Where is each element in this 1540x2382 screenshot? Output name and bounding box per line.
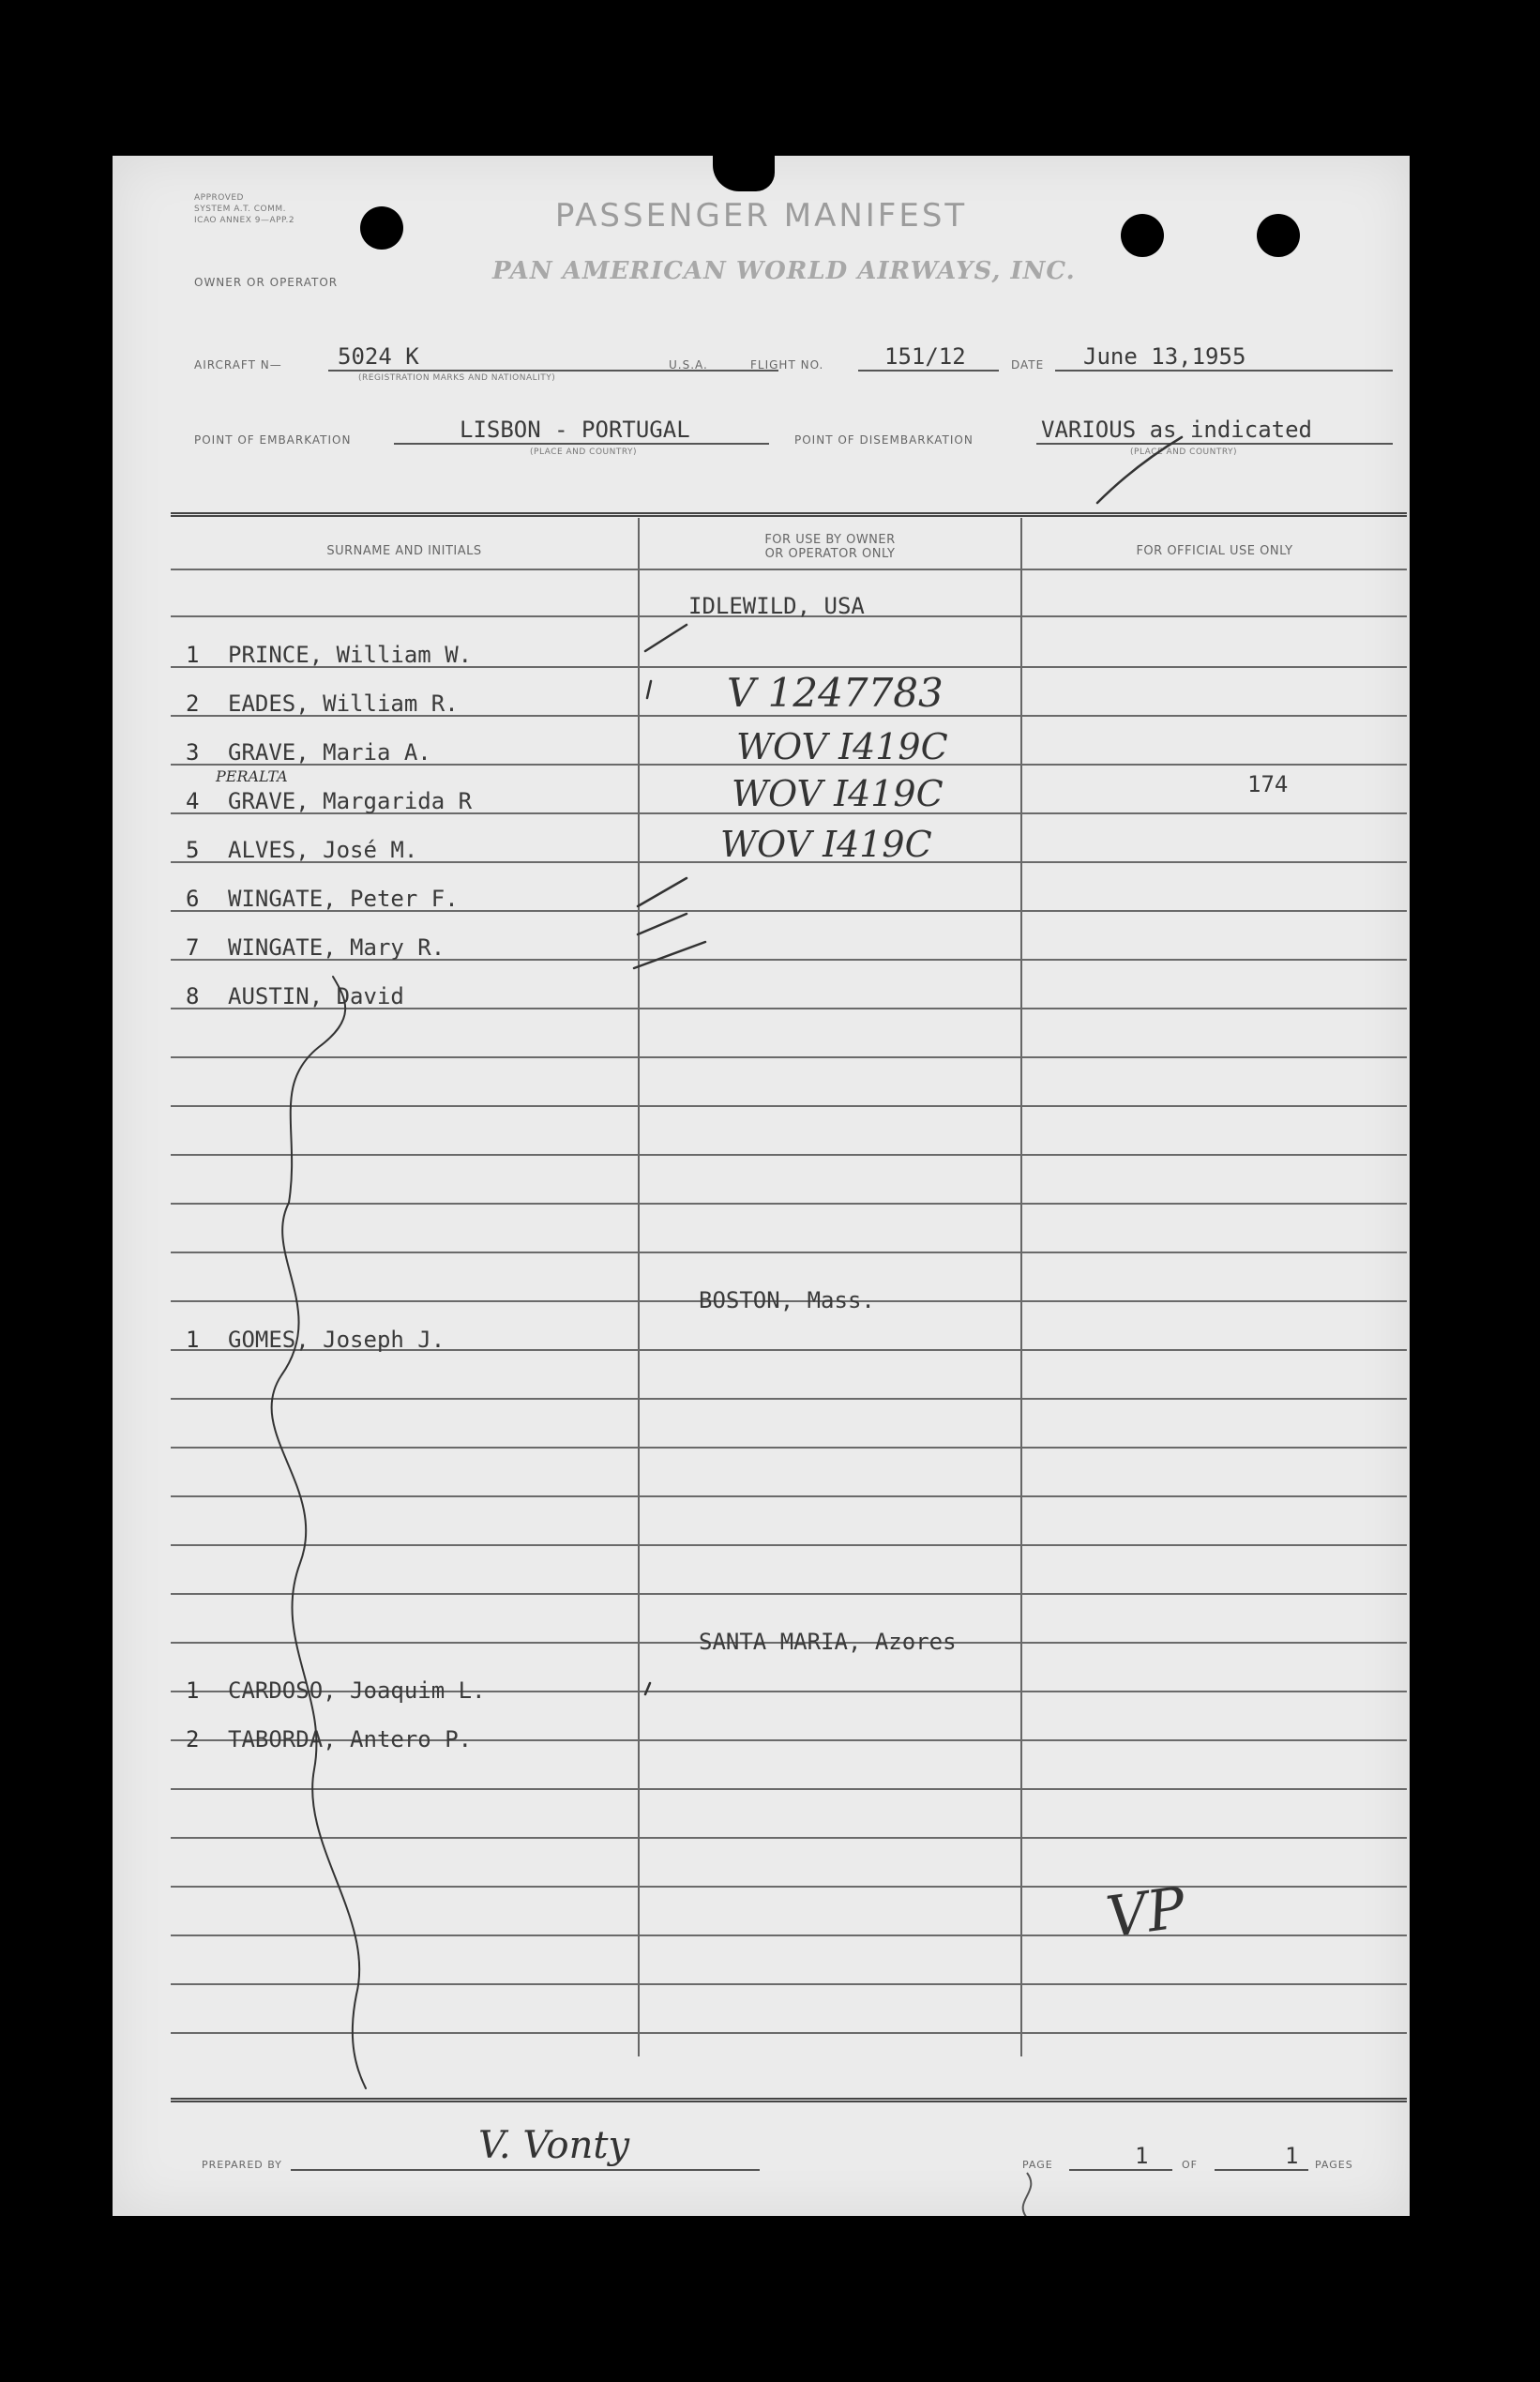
passenger-number: 5 xyxy=(186,837,200,863)
page-value: 1 xyxy=(1135,2143,1149,2169)
destination-label: SANTA MARIA, Azores xyxy=(699,1629,957,1655)
passenger-number: 1 xyxy=(186,642,200,668)
pen-marks xyxy=(113,156,1410,2216)
passenger-number: 6 xyxy=(186,886,200,912)
aircraft-label: AIRCRAFT N— xyxy=(194,358,282,372)
of-underline xyxy=(1215,2169,1308,2171)
operator-note: V 1247783 xyxy=(727,670,944,716)
flight-label: FLIGHT NO. xyxy=(750,358,824,372)
passenger-name: GOMES, Joseph J. xyxy=(228,1327,445,1353)
operator-note: WOV I419C xyxy=(720,824,932,865)
passenger-number: 2 xyxy=(186,690,200,717)
of-label: OF xyxy=(1182,2159,1198,2171)
passenger-name: CARDOSO, Joaquim L. xyxy=(228,1677,486,1704)
form-title: PASSENGER MANIFEST xyxy=(554,197,968,235)
operator-note: WOV I419C xyxy=(736,726,948,767)
disembark-label: POINT OF DISEMBARKATION xyxy=(794,433,974,447)
passenger-name: AUSTIN, David xyxy=(228,983,404,1009)
place-note: (PLACE AND COUNTRY) xyxy=(530,448,638,457)
official-use-header: FOR OFFICIAL USE ONLY xyxy=(1136,544,1293,558)
date-value: June 13,1955 xyxy=(1083,343,1246,370)
passenger-name: PRINCE, William W. xyxy=(228,642,473,668)
owner-use-header: OR OPERATOR ONLY xyxy=(764,547,896,561)
passenger-number: 8 xyxy=(186,983,200,1009)
passenger-number: 4 xyxy=(186,788,200,814)
passenger-name: TABORDA, Antero P. xyxy=(228,1726,473,1752)
passenger-name: ALVES, José M. xyxy=(228,837,418,863)
prepared-label: PREPARED BY xyxy=(202,2159,282,2171)
approval-line: APPROVED xyxy=(194,193,244,203)
disembark-value: VARIOUS as indicated xyxy=(1041,417,1312,443)
embark-label: POINT OF EMBARKATION xyxy=(194,433,352,447)
passenger-number: 7 xyxy=(186,934,200,961)
owner-label: OWNER OR OPERATOR xyxy=(194,276,339,289)
operator-note: WOV I419C xyxy=(732,773,944,814)
approval-line: SYSTEM A.T. COMM. xyxy=(194,205,287,214)
owner-use-header: FOR USE BY OWNER xyxy=(764,533,896,547)
aircraft-value: 5024 K xyxy=(338,343,419,370)
registration-note: (REGISTRATION MARKS AND NATIONALITY) xyxy=(358,373,556,383)
manifest-sheet xyxy=(113,156,1410,2216)
passenger-name: WINGATE, Mary R. xyxy=(228,934,445,961)
prepared-underline xyxy=(291,2169,760,2171)
destination-label: BOSTON, Mass. xyxy=(699,1287,875,1313)
date-label: DATE xyxy=(1011,358,1045,372)
owner-value: PAN AMERICAN WORLD AIRWAYS, INC. xyxy=(492,257,1076,285)
passenger-number: 1 xyxy=(186,1677,200,1704)
page-label: PAGE xyxy=(1022,2159,1053,2171)
official-note: 174 xyxy=(1247,771,1289,797)
surname-header: SURNAME AND INITIALS xyxy=(326,544,482,558)
passenger-number: 1 xyxy=(186,1327,200,1353)
embark-value: LISBON - PORTUGAL xyxy=(460,417,690,443)
passenger-name: EADES, William R. xyxy=(228,690,459,717)
usa-label: U.S.A. xyxy=(669,358,708,372)
pages-label: PAGES xyxy=(1315,2159,1353,2171)
passenger-number: 3 xyxy=(186,739,200,766)
passenger-name: GRAVE, Margarida R xyxy=(228,788,473,814)
passenger-number: 2 xyxy=(186,1726,200,1752)
place-note: (PLACE AND COUNTRY) xyxy=(1130,448,1238,457)
approval-line: ICAO ANNEX 9—APP.2 xyxy=(194,216,295,225)
of-value: 1 xyxy=(1285,2143,1299,2169)
passenger-name: WINGATE, Peter F. xyxy=(228,886,459,912)
official-initials: VP xyxy=(1102,1874,1190,1951)
flight-value: 151/12 xyxy=(884,343,966,370)
destination-label: IDLEWILD, USA xyxy=(688,593,865,619)
page-underline xyxy=(1069,2169,1172,2171)
passenger-name: GRAVE, Maria A. xyxy=(228,739,431,766)
prepared-signature: V. Vonty xyxy=(478,2124,630,2167)
correction-note: PERALTA xyxy=(216,767,288,785)
